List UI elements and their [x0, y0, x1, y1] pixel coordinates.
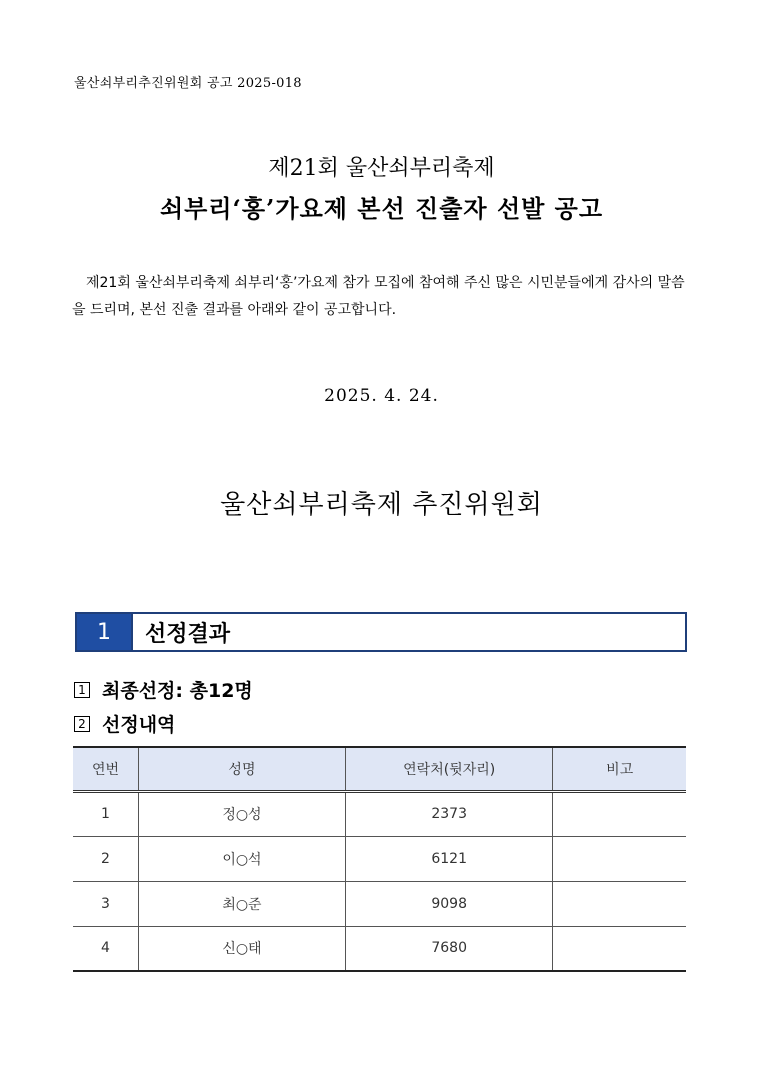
cell-no: 1: [101, 806, 110, 822]
table-row: [73, 791, 686, 836]
table-row: [73, 836, 686, 881]
cell-name: 최○준: [138, 881, 345, 926]
subsection-marker: 1: [74, 682, 90, 698]
cell-name: 정○성: [138, 791, 345, 836]
section-header: [75, 612, 687, 652]
cell-no: 2: [101, 850, 110, 867]
header-contact: 연락처(뒷자리): [345, 747, 552, 791]
committee-name: 울산쇠부리축제 추진위원회: [220, 490, 543, 520]
body-paragraph: 제21회 울산쇠부리축제 쇠부리‘홍’가요제 참가 모집에 참여해 주신 많은 시민분들에게 감사의 말씀을 드리며, 본선 진출 결과를 아래와 같이 공고합니다.: [72, 275, 685, 318]
subsection-marker: 2: [74, 716, 90, 732]
title-line-2: 쇠부리‘홍’가요제 본선 진출자 선발 공고: [159, 194, 604, 223]
cell-note: [553, 791, 686, 836]
cell-note: [553, 881, 686, 926]
cell-contact: 7680: [345, 926, 552, 971]
results-table: [73, 746, 686, 972]
cell-contact: 6121: [345, 836, 552, 881]
cell-no: 3: [101, 895, 110, 912]
cell-note: [553, 836, 686, 881]
subsection-selection-details: [74, 710, 175, 737]
header-note: 비고: [553, 747, 686, 791]
header-name: 성명: [138, 747, 345, 791]
table-row: [73, 881, 686, 926]
notice-number: 울산쇠부리추진위원회 공고 2025-018: [74, 76, 302, 91]
subsection-text: 최종선정: 총12명: [102, 680, 253, 702]
header-no: 연번: [73, 747, 138, 791]
cell-contact: 9098: [345, 881, 552, 926]
cell-name: 이○석: [138, 836, 345, 881]
subsection-final-selection: [74, 676, 253, 703]
section-title: 선정결과: [131, 614, 685, 650]
subsection-text: 선정내역: [102, 714, 176, 736]
cell-note: [553, 926, 686, 971]
table-header-row: [73, 747, 686, 791]
cell-name: 신○태: [138, 926, 345, 971]
cell-no: 4: [101, 940, 110, 957]
section-number: 1: [77, 614, 131, 650]
table-row: [73, 926, 686, 971]
title-line-1: 제21회 울산쇠부리축제: [268, 156, 495, 181]
cell-contact: 2373: [345, 791, 552, 836]
announcement-date: 2025. 4. 24.: [324, 386, 439, 406]
